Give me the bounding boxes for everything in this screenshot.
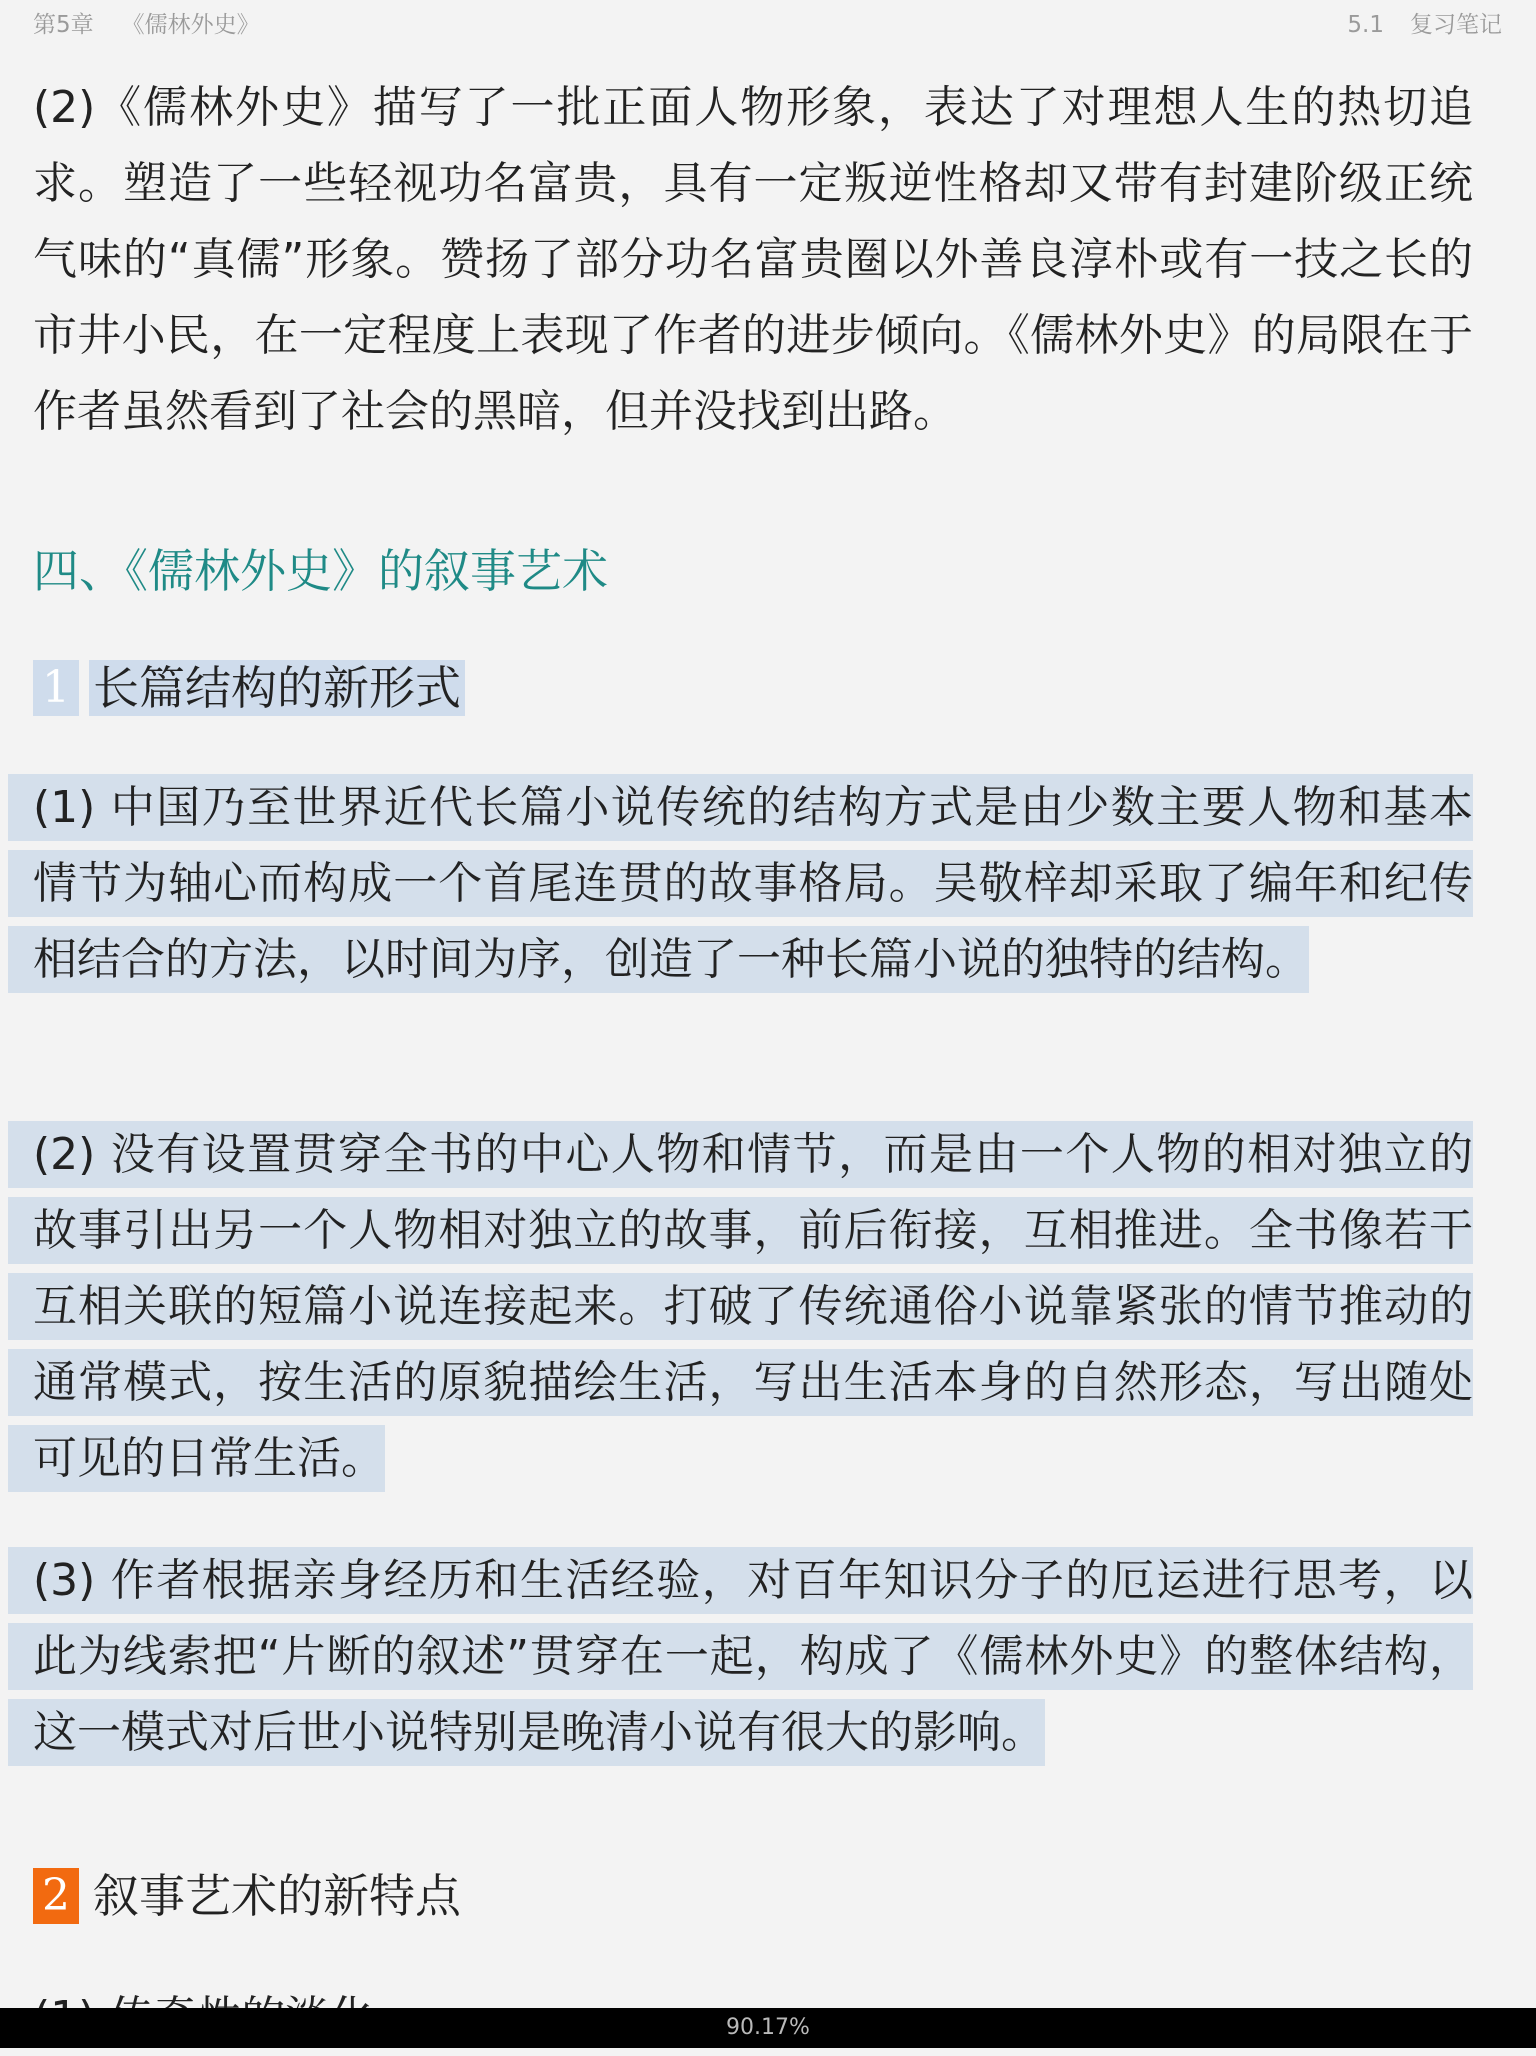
subsection-2-title: 叙事艺术的新特点 — [93, 1869, 461, 1923]
section-number: 5.1 — [1347, 12, 1384, 38]
top-paragraph[interactable]: (2)《儒林外史》描写了一批正面人物形象，表达了对理想人生的热切追求。塑造了一些轻视功名富贵，具有一定叛逆性格却又带有封建阶级正统气味的“真儒”形象。赞扬了部分功名富贵圈以外善良淳朴或有一技之长的市井小民，在一定程度上表现了作者的进步倾向。《儒林外史》的局限在于作者虽然看到了社会的黑暗，但并没找到出路。 — [33, 82, 1473, 437]
highlighted-paragraph-3[interactable] — [33, 1543, 1473, 1771]
chapter-info — [33, 6, 260, 39]
reader-header — [0, 0, 1536, 40]
highlighted-paragraph-1[interactable] — [33, 770, 1473, 998]
section-info — [1347, 6, 1502, 39]
subsection-1-badge: 1 — [33, 660, 79, 716]
subsection-2-badge: 2 — [33, 1868, 79, 1924]
section-heading: 四、《儒林外史》的叙事艺术 — [33, 544, 608, 598]
section-name: 复习笔记 — [1410, 12, 1502, 38]
subsection-1-heading[interactable] — [33, 660, 465, 716]
book-title: 《儒林外史》 — [121, 12, 260, 38]
highlight-text-3: (3) 作者根据亲身经历和生活经验，对百年知识分子的厄运进行思考，以此为线索把“片断的叙述”贯穿在一起，构成了《儒林外史》的整体结构，这一模式对后世小说特别是晚清小说有很大的影响。 — [8, 1547, 1473, 1766]
chapter-label: 第5章 — [33, 12, 94, 38]
highlight-text-2: (2) 没有设置贯穿全书的中心人物和情节，而是由一个人物的相对独立的故事引出另一个人物相对独立的故事，前后衔接，互相推进。全书像若干互相关联的短篇小说连接起来。打破了传统通俗小说靠紧张的情节推动的通常模式，按生活的原貌描绘生活，写出生活本身的自然形态，写出随处可见的日常生活。 — [8, 1121, 1473, 1492]
reading-content — [33, 70, 1473, 450]
reading-progress: 90.17% — [726, 2015, 810, 2040]
subsection-2-heading[interactable] — [33, 1868, 465, 1924]
highlighted-paragraph-2[interactable] — [33, 1117, 1473, 1497]
progress-footer — [0, 2008, 1536, 2048]
highlight-text-1: (1) 中国乃至世界近代长篇小说传统的结构方式是由少数主要人物和基本情节为轴心而构成一个首尾连贯的故事格局。吴敬梓却采取了编年和纪传相结合的方法，以时间为序，创造了一种长篇小说的独特的结构。 — [8, 774, 1473, 993]
subsection-1-title: 长篇结构的新形式 — [89, 660, 465, 716]
